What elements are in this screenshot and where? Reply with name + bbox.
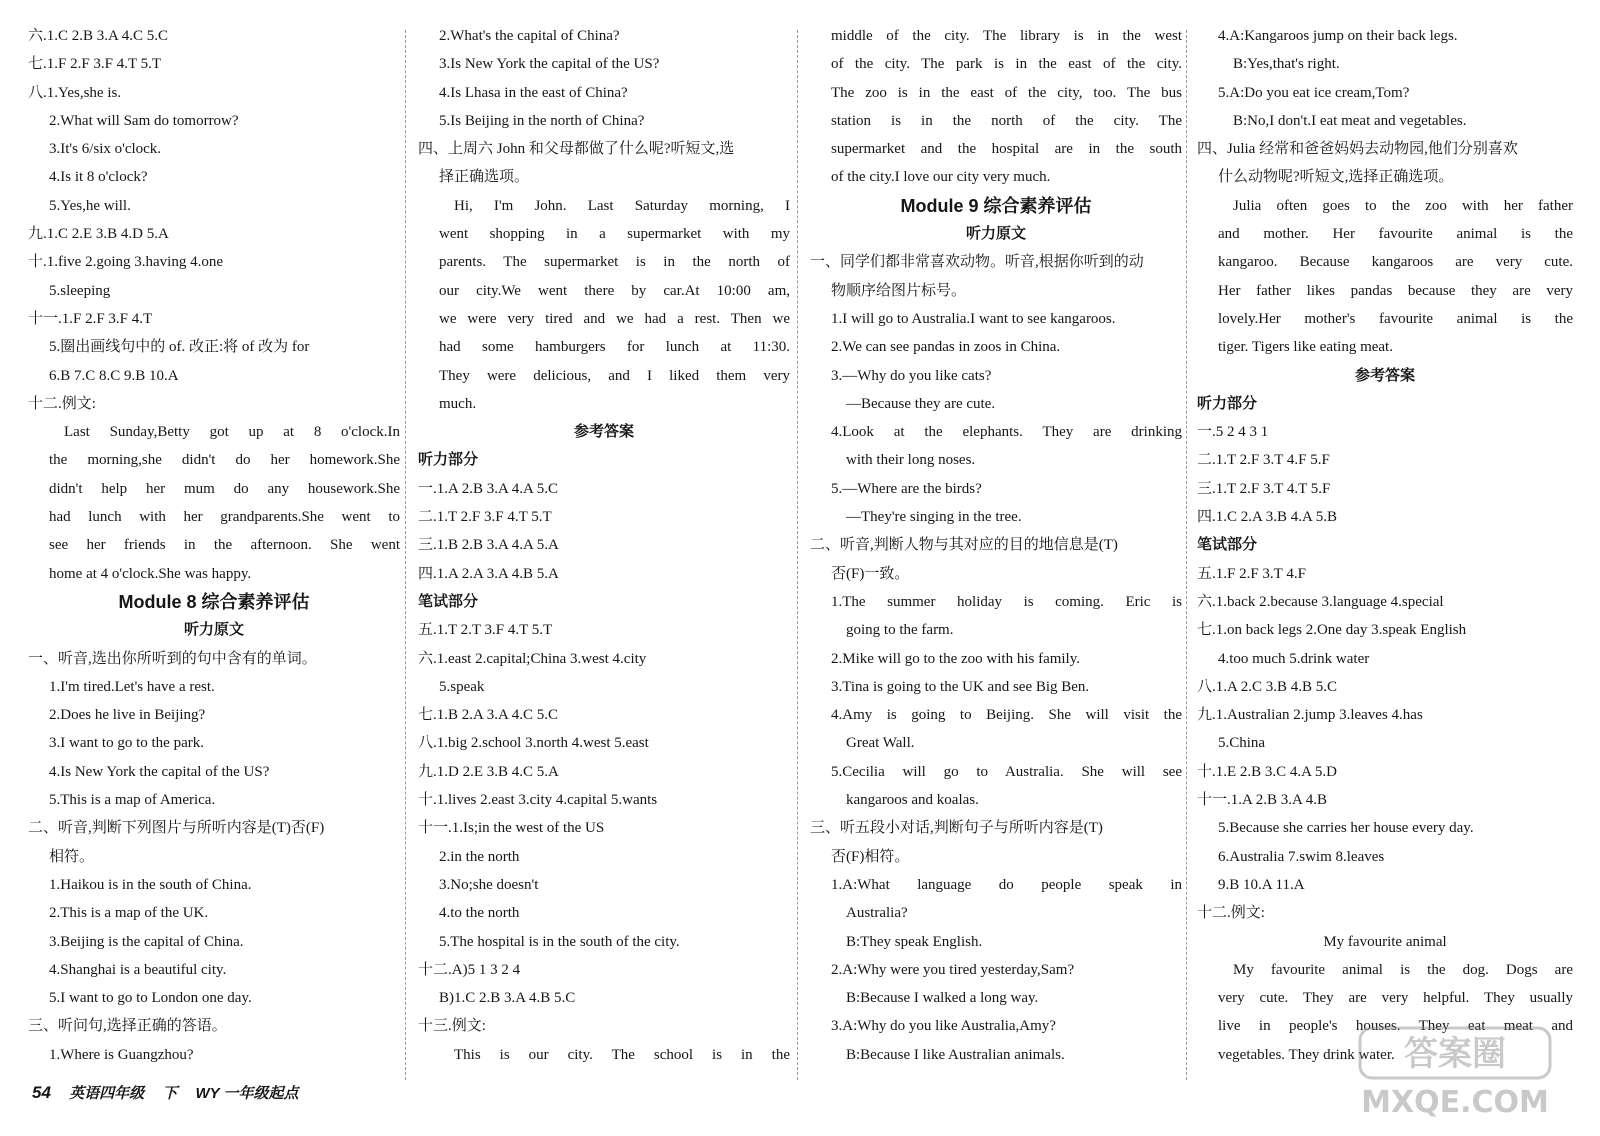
text-line: 3.Tina is going to the UK and see Big Ben. <box>831 678 1090 695</box>
text-line: of the city.I love our city very much. <box>831 169 1051 186</box>
text-line: B:No,I don't.I eat meat and vegetables. <box>1233 112 1467 129</box>
text-line: 5.Yes,he will. <box>49 197 131 214</box>
text-line: supermarket and the hospital are in the south <box>831 141 1182 158</box>
text-line: B:Because I like Australian animals. <box>846 1046 1065 1063</box>
text-line: our city.We went there by car.At 10:00 am, <box>439 282 790 299</box>
text-line: 笔试部分 <box>418 593 479 610</box>
text-line: B:Yes,that's right. <box>1233 56 1340 73</box>
text-line: we were very tired and we had a rest. Then we <box>439 310 790 327</box>
text-line: didn't help her mum do any housework.She <box>49 480 400 497</box>
text-line: 4.Amy is going to Beijing. She will visit the <box>831 707 1182 724</box>
text-line: 3.Is New York the capital of the US? <box>439 56 660 73</box>
page-footer <box>32 1082 313 1103</box>
text-line: Module 9 综合素养评估 <box>900 195 1092 216</box>
text-line: 参考答案 <box>573 424 634 441</box>
text-line: tiger. Tigers like eating meat. <box>1218 339 1393 356</box>
text-line: 三、听问句,选择正确的答语。 <box>28 1018 227 1035</box>
text-line: and mother. Her favourite animal is the <box>1218 226 1573 243</box>
text-line: 5.A:Do you eat ice cream,Tom? <box>1218 84 1410 101</box>
text-line: 5.—Where are the birds? <box>831 480 982 497</box>
watermark-text: MXQE.COM <box>1361 1085 1549 1120</box>
text-line: B:They speak English. <box>846 933 983 950</box>
text-line: lovely.Her mother's favourite animal is the <box>1218 310 1573 327</box>
text-line: 七.1.F 2.F 3.F 4.T 5.T <box>28 56 162 73</box>
text-line: 听力原文 <box>183 622 244 639</box>
text-line: 6.B 7.C 8.C 9.B 10.A <box>49 367 179 384</box>
page-number: 54 <box>32 1083 51 1102</box>
text-line: 八.1.big 2.school 3.north 4.west 5.east <box>418 735 649 752</box>
text-line: 七.1.on back legs 2.One day 3.speak English <box>1197 622 1467 639</box>
text-line: My favourite animal is the dog. Dogs are <box>1233 961 1573 978</box>
text-line: 十.1.five 2.going 3.having 4.one <box>28 254 223 271</box>
text-line: Hi, I'm John. Last Saturday morning, I <box>454 197 790 214</box>
text-line: 3.No;she doesn't <box>439 876 539 893</box>
text-line: Julia often goes to the zoo with her father <box>1233 197 1573 214</box>
text-line: station is in the north of the city. The <box>831 112 1182 129</box>
text-line: 2.This is a map of the UK. <box>49 905 209 922</box>
column-divider <box>797 30 798 1080</box>
text-line: My favourite animal <box>1323 933 1447 950</box>
text-line: 二.1.T 2.F 3.T 4.F 5.F <box>1197 452 1330 469</box>
text-line: 十一.1.F 2.F 3.F 4.T <box>28 310 153 327</box>
text-line: 3.—Why do you like cats? <box>831 367 992 384</box>
text-line: 4.Is it 8 o'clock? <box>49 169 148 186</box>
text-line: 三.1.B 2.B 3.A 4.A 5.A <box>418 537 559 554</box>
text-line: 十一.1.Is;in the west of the US <box>418 820 605 837</box>
text-line: Module 8 综合素养评估 <box>118 591 310 612</box>
text-line: 听力原文 <box>965 226 1026 243</box>
text-line: 3.I want to go to the park. <box>49 735 204 752</box>
text-line: very cute. They are very helpful. They usually <box>1218 990 1573 1007</box>
text-line: 3.It's 6/six o'clock. <box>49 141 162 158</box>
text-line: 4.to the north <box>439 905 520 922</box>
text-line: This is our city. The school is in the <box>454 1046 790 1063</box>
text-line: 5.Cecilia will go to Australia. She will see <box>831 763 1182 780</box>
text-line: much. <box>439 395 477 412</box>
text-line: They were delicious, and I liked them very <box>439 367 790 384</box>
text-line: 1.The summer holiday is coming. Eric is <box>831 593 1182 610</box>
text-line: 十二.例文: <box>1197 905 1265 922</box>
text-line: had some hamburgers for lunch at 11:30. <box>439 339 790 356</box>
text-line: 四.1.A 2.A 3.A 4.B 5.A <box>418 565 559 582</box>
text-line: 四、Julia 经常和爸爸妈妈去动物园,他们分别喜欢 <box>1197 141 1518 158</box>
text-line: 什么动物呢?听短文,选择正确选项。 <box>1218 169 1454 186</box>
text-line: 二、听音,判断下列图片与所听内容是(T)否(F) <box>28 820 325 837</box>
text-line: of the city. The park is in the east of the city. <box>831 56 1182 73</box>
text-line: 2.What will Sam do tomorrow? <box>49 112 239 129</box>
text-line: 六.1.east 2.capital;China 3.west 4.city <box>418 650 647 667</box>
answer-column-3 <box>810 22 1182 1069</box>
text-line: 4.Look at the elephants. They are drinking <box>831 424 1182 441</box>
text-line: B:Because I walked a long way. <box>846 990 1039 1007</box>
text-line: B)1.C 2.B 3.A 4.B 5.C <box>439 990 576 1007</box>
text-line: —They're singing in the tree. <box>846 509 1022 526</box>
text-line: 六.1.C 2.B 3.A 4.C 5.C <box>28 28 169 44</box>
text-line: 否(F)相符。 <box>831 848 910 865</box>
book-title: 英语四年级 <box>69 1085 145 1102</box>
answer-column-4 <box>1197 22 1573 1069</box>
text-line: see her friends in the afternoon. She went <box>49 537 400 554</box>
text-line: 九.1.C 2.E 3.B 4.D 5.A <box>28 226 169 243</box>
text-line: 择正确选项。 <box>439 169 530 186</box>
text-line: 一、同学们都非常喜欢动物。听音,根据你听到的动 <box>810 254 1144 271</box>
text-line: Australia? <box>846 905 908 922</box>
watermark-logo <box>1340 1020 1570 1120</box>
text-line: kangaroo. Because kangaroos are very cute. <box>1218 254 1573 271</box>
text-line: 七.1.B 2.A 3.A 4.C 5.C <box>418 707 559 724</box>
text-line: 二.1.T 2.F 3.F 4.T 5.T <box>418 509 552 526</box>
text-line: 三.1.T 2.F 3.T 4.T 5.F <box>1197 480 1331 497</box>
text-line: Great Wall. <box>846 735 915 752</box>
text-line: 2.A:Why were you tired yesterday,Sam? <box>831 961 1075 978</box>
text-line: 4.Is New York the capital of the US? <box>49 763 270 780</box>
text-line: 二、听音,判断人物与其对应的目的地信息是(T) <box>810 537 1118 554</box>
text-line: 参考答案 <box>1354 367 1415 384</box>
text-line: 3.A:Why do you like Australia,Amy? <box>831 1018 1056 1035</box>
text-line: 四.1.C 2.A 3.B 4.A 5.B <box>1197 509 1338 526</box>
text-line: 5.圈出画线句中的 of. 改正:将 of 改为 for <box>49 339 310 356</box>
text-line: 5.The hospital is in the south of the city. <box>439 933 680 950</box>
text-line: 十二.A)5 1 3 2 4 <box>418 961 521 978</box>
text-line: 六.1.back 2.because 3.language 4.special <box>1197 593 1444 610</box>
text-line: 1.A:What language do people speak in <box>831 876 1182 893</box>
text-line: 5.China <box>1218 735 1266 752</box>
text-line: 一.5 2 4 3 1 <box>1197 424 1269 441</box>
book-volume: 下 <box>162 1085 178 1102</box>
text-line: vegetables. They drink water. <box>1218 1046 1395 1063</box>
text-line: 三、听五段小对话,判断句子与所听内容是(T) <box>810 820 1103 837</box>
text-line: 物顺序给图片标号。 <box>831 282 967 299</box>
text-line: 4.A:Kangaroos jump on their back legs. <box>1218 28 1458 44</box>
text-line: 一.1.A 2.B 3.A 4.A 5.C <box>418 480 559 497</box>
text-line: 五.1.F 2.F 3.T 4.F <box>1197 565 1306 582</box>
text-line: 十一.1.A 2.B 3.A 4.B <box>1197 792 1328 809</box>
text-line: 五.1.T 2.T 3.F 4.T 5.T <box>418 622 553 639</box>
text-line: 十.1.lives 2.east 3.city 4.capital 5.wants <box>418 792 658 809</box>
text-line: Last Sunday,Betty got up at 8 o'clock.In <box>64 424 400 441</box>
text-line: 九.1.Australian 2.jump 3.leaves 4.has <box>1197 707 1423 724</box>
text-line: 1.Where is Guangzhou? <box>49 1046 194 1063</box>
text-line: 5.Because she carries her house every day. <box>1218 820 1474 837</box>
text-line: with their long noses. <box>846 452 976 469</box>
text-line: 5.sleeping <box>49 282 111 299</box>
text-line: parents. The supermarket is in the north of <box>439 254 790 271</box>
text-line: 9.B 10.A 11.A <box>1218 876 1305 893</box>
text-line: 九.1.D 2.E 3.B 4.C 5.A <box>418 763 559 780</box>
column-divider <box>1186 30 1187 1080</box>
text-line: going to the farm. <box>846 622 954 639</box>
text-line: 相符。 <box>49 848 95 865</box>
column-divider <box>405 30 406 1080</box>
text-line: 5.This is a map of America. <box>49 792 216 809</box>
text-line: 否(F)一致。 <box>831 565 910 582</box>
text-line: 一、听音,选出你所听到的句中含有的单词。 <box>28 650 317 667</box>
watermark-logo-text: 答案圈 <box>1404 1034 1506 1074</box>
text-line: 听力部分 <box>1197 395 1258 412</box>
text-line: 2.Does he live in Beijing? <box>49 707 206 724</box>
text-line: the morning,she didn't do her homework.She <box>49 452 400 469</box>
text-line: Her father likes pandas because they are very <box>1218 282 1573 299</box>
text-line: 听力部分 <box>418 452 479 469</box>
text-line: live in people's houses. They eat meat and <box>1218 1018 1573 1035</box>
text-line: 4.Is Lhasa in the east of China? <box>439 84 628 101</box>
text-line: 1.I will go to Australia.I want to see kangaroos. <box>831 310 1116 327</box>
text-line: 2.We can see pandas in zoos in China. <box>831 339 1061 356</box>
text-line: 四、上周六 John 和父母都做了什么呢?听短文,选 <box>418 141 735 158</box>
text-line: went shopping in a supermarket with my <box>439 226 790 243</box>
answer-column-1 <box>28 22 400 1069</box>
text-line: had lunch with her grandparents.She went to <box>49 509 400 526</box>
text-line: 十二.例文: <box>28 395 96 412</box>
text-line: 2.Mike will go to the zoo with his family. <box>831 650 1081 667</box>
text-line: 6.Australia 7.swim 8.leaves <box>1218 848 1385 865</box>
text-line: middle of the city. The library is in the west <box>831 28 1182 44</box>
text-line: 八.1.A 2.C 3.B 4.B 5.C <box>1197 678 1338 695</box>
text-line: The zoo is in the east of the city, too. The bus <box>831 84 1182 101</box>
text-line: 笔试部分 <box>1197 537 1258 554</box>
text-line: kangaroos and koalas. <box>846 792 979 809</box>
text-line: 5.speak <box>439 678 485 695</box>
text-line: 八.1.Yes,she is. <box>28 84 122 101</box>
text-line: 4.too much 5.drink water <box>1218 650 1370 667</box>
text-line: 2.What's the capital of China? <box>439 28 620 44</box>
text-line: home at 4 o'clock.She was happy. <box>49 565 252 582</box>
text-line: 5.I want to go to London one day. <box>49 990 252 1007</box>
text-line: 十三.例文: <box>418 1018 486 1035</box>
text-line: 1.I'm tired.Let's have a rest. <box>49 678 215 695</box>
answer-column-2 <box>418 22 790 1069</box>
text-line: —Because they are cute. <box>846 395 996 412</box>
text-line: 2.in the north <box>439 848 520 865</box>
book-edition: WY 一年级起点 <box>195 1085 299 1102</box>
text-line: 4.Shanghai is a beautiful city. <box>49 961 227 978</box>
text-line: 3.Beijing is the capital of China. <box>49 933 244 950</box>
text-line: 十.1.E 2.B 3.C 4.A 5.D <box>1197 763 1338 780</box>
text-line: 5.Is Beijing in the north of China? <box>439 112 645 129</box>
text-line: 1.Haikou is in the south of China. <box>49 876 252 893</box>
